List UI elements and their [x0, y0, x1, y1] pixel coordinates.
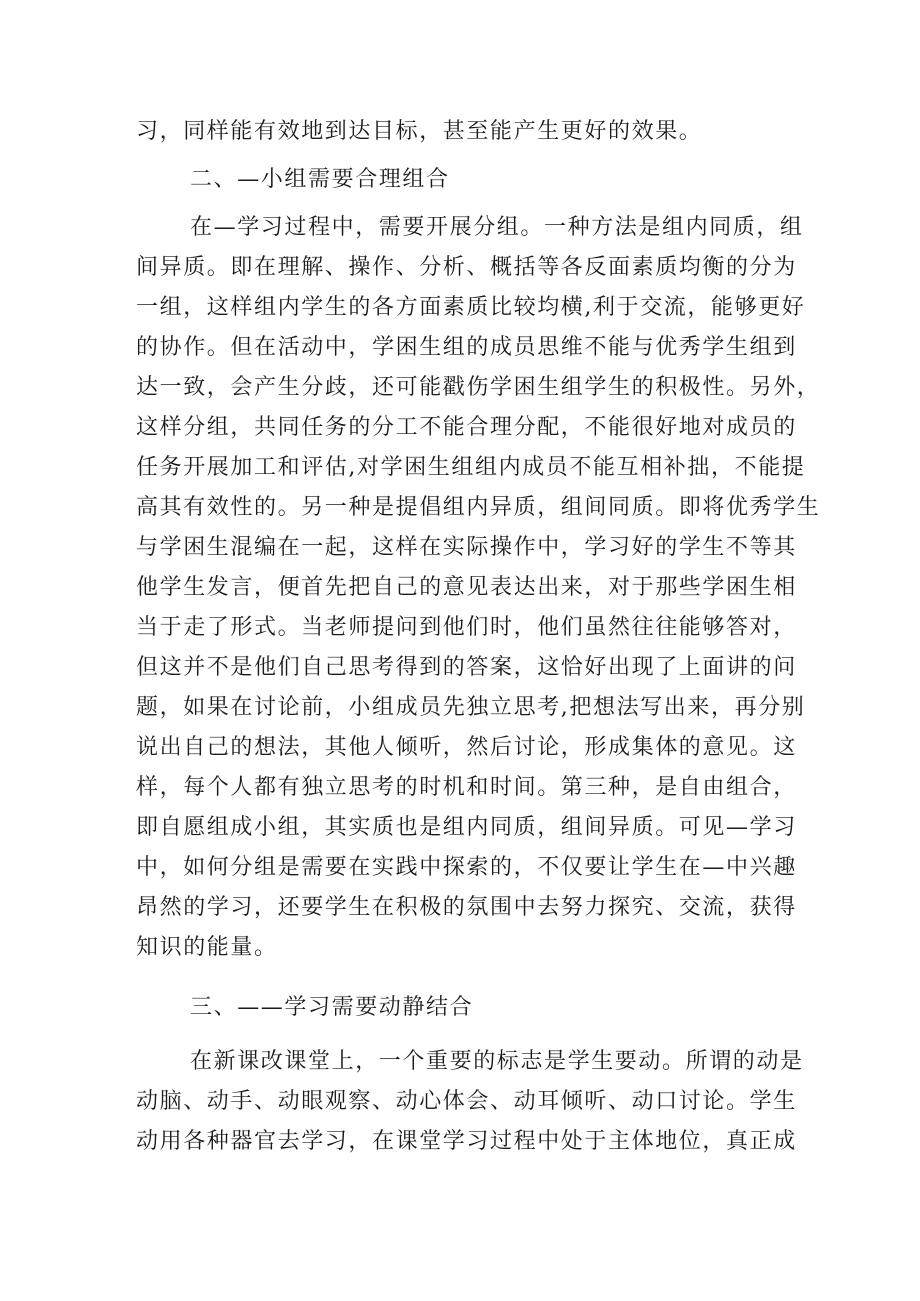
section-two-paragraph — [136, 208, 821, 968]
paragraph-line: 这样分组，共同任务的分工不能合理分配，不能很好地对成员的 — [136, 415, 797, 440]
paragraph-line: 说出自己的想法，其他人倾听，然后讨论，形成集体的意见。这 — [136, 735, 797, 760]
paragraph-line: 中，如何分组是需要在实践中探索的，不仅要让学生在—中兴趣 — [136, 855, 797, 880]
section-three-paragraph — [136, 1042, 804, 1162]
paragraph-line: 动脑、动手、动眼观察、动心体会、动耳倾听、动口讨论。学生 — [136, 1089, 797, 1114]
lead-line: 习，同样能有效地到达目标，甚至能产生更好的效果。 — [136, 119, 703, 144]
paragraph-line: 他学生发言，便首先把自己的意见表达出来，对于那些学困生相 — [136, 575, 797, 600]
paragraph-line: 高其有效性的。另一种是提倡组内异质，组间同质。即将优秀学生 — [136, 495, 821, 520]
paragraph-line: 当于走了形式。当老师提问到他们时，他们虽然往往能够答对， — [136, 615, 797, 640]
paragraph-line: 但这并不是他们自己思考得到的答案，这恰好出现了上面讲的问 — [136, 655, 797, 680]
paragraph-line: 与学困生混编在一起，这样在实际操作中，学习好的学生不等其 — [136, 535, 797, 560]
paragraph-line: 在—学习过程中，需要开展分组。一种方法是组内同质，组 — [190, 215, 804, 240]
section-three-heading: 三、——学习需要动静结合 — [190, 995, 474, 1020]
paragraph-line: 样，每个人都有独立思考的时机和时间。第三种，是自由组合， — [136, 775, 797, 800]
section-two-heading: 二、—小组需要合理组合 — [190, 167, 450, 192]
paragraph-line: 任务开展加工和评估,对学困生组组内成员不能互相补拙，不能提 — [136, 455, 806, 480]
paragraph-line: 达一致，会产生分歧，还可能戳伤学困生组学生的积极性。另外， — [136, 375, 821, 400]
paragraph-line: 一组，这样组内学生的各方面素质比较均横,利于交流，能够更好 — [136, 295, 806, 320]
paragraph-line: 间异质。即在理解、操作、分析、概括等各反面素质均衡的分为 — [136, 255, 797, 280]
document-body — [136, 112, 821, 1162]
paragraph-line: 即自愿组成小组，其实质也是组内同质，组间异质。可见—学习 — [136, 815, 797, 840]
paragraph-line: 在新课改课堂上，一个重要的标志是学生要动。所谓的动是 — [190, 1049, 804, 1074]
paragraph-line: 动用各种器官去学习，在课堂学习过程中处于主体地位，真正成 — [136, 1129, 797, 1154]
paragraph-line: 昂然的学习，还要学生在积极的氛围中去努力探究、交流，获得 — [136, 895, 797, 920]
paragraph-line: 知识的能量。 — [136, 935, 278, 960]
paragraph-line: 题，如果在讨论前，小组成员先独立思考,把想法写出来，再分别 — [136, 695, 806, 720]
paragraph-line: 的协作。但在活动中，学困生组的成员思维不能与优秀学生组到 — [136, 335, 797, 360]
